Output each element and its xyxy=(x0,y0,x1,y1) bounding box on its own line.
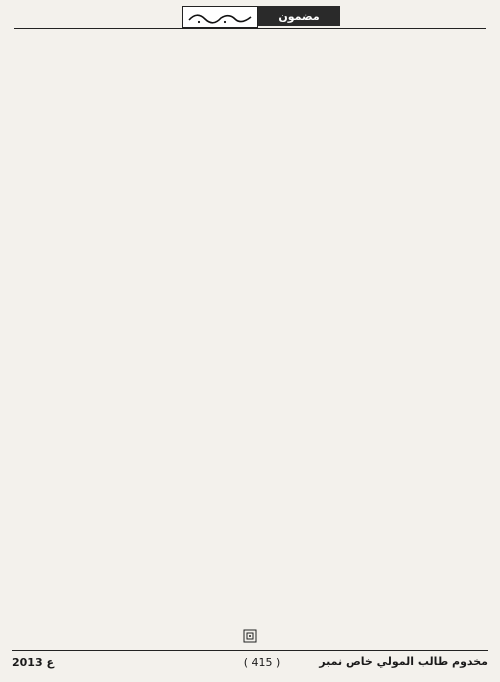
publication-title: مخدوم طالب المولي خاص نمبر xyxy=(319,655,488,668)
footer-rule xyxy=(12,650,488,651)
page-header xyxy=(14,4,486,30)
masthead-logo xyxy=(182,6,258,28)
article-body xyxy=(20,34,478,618)
calligraphy-logo-icon xyxy=(185,9,255,25)
page-footer xyxy=(12,650,488,676)
issue-year: 2013 ع xyxy=(12,656,54,669)
header-rule xyxy=(14,28,486,29)
section-label: مضمون xyxy=(258,6,340,26)
page-number: ( 415 ) xyxy=(243,656,281,669)
ornament-icon xyxy=(243,629,257,643)
